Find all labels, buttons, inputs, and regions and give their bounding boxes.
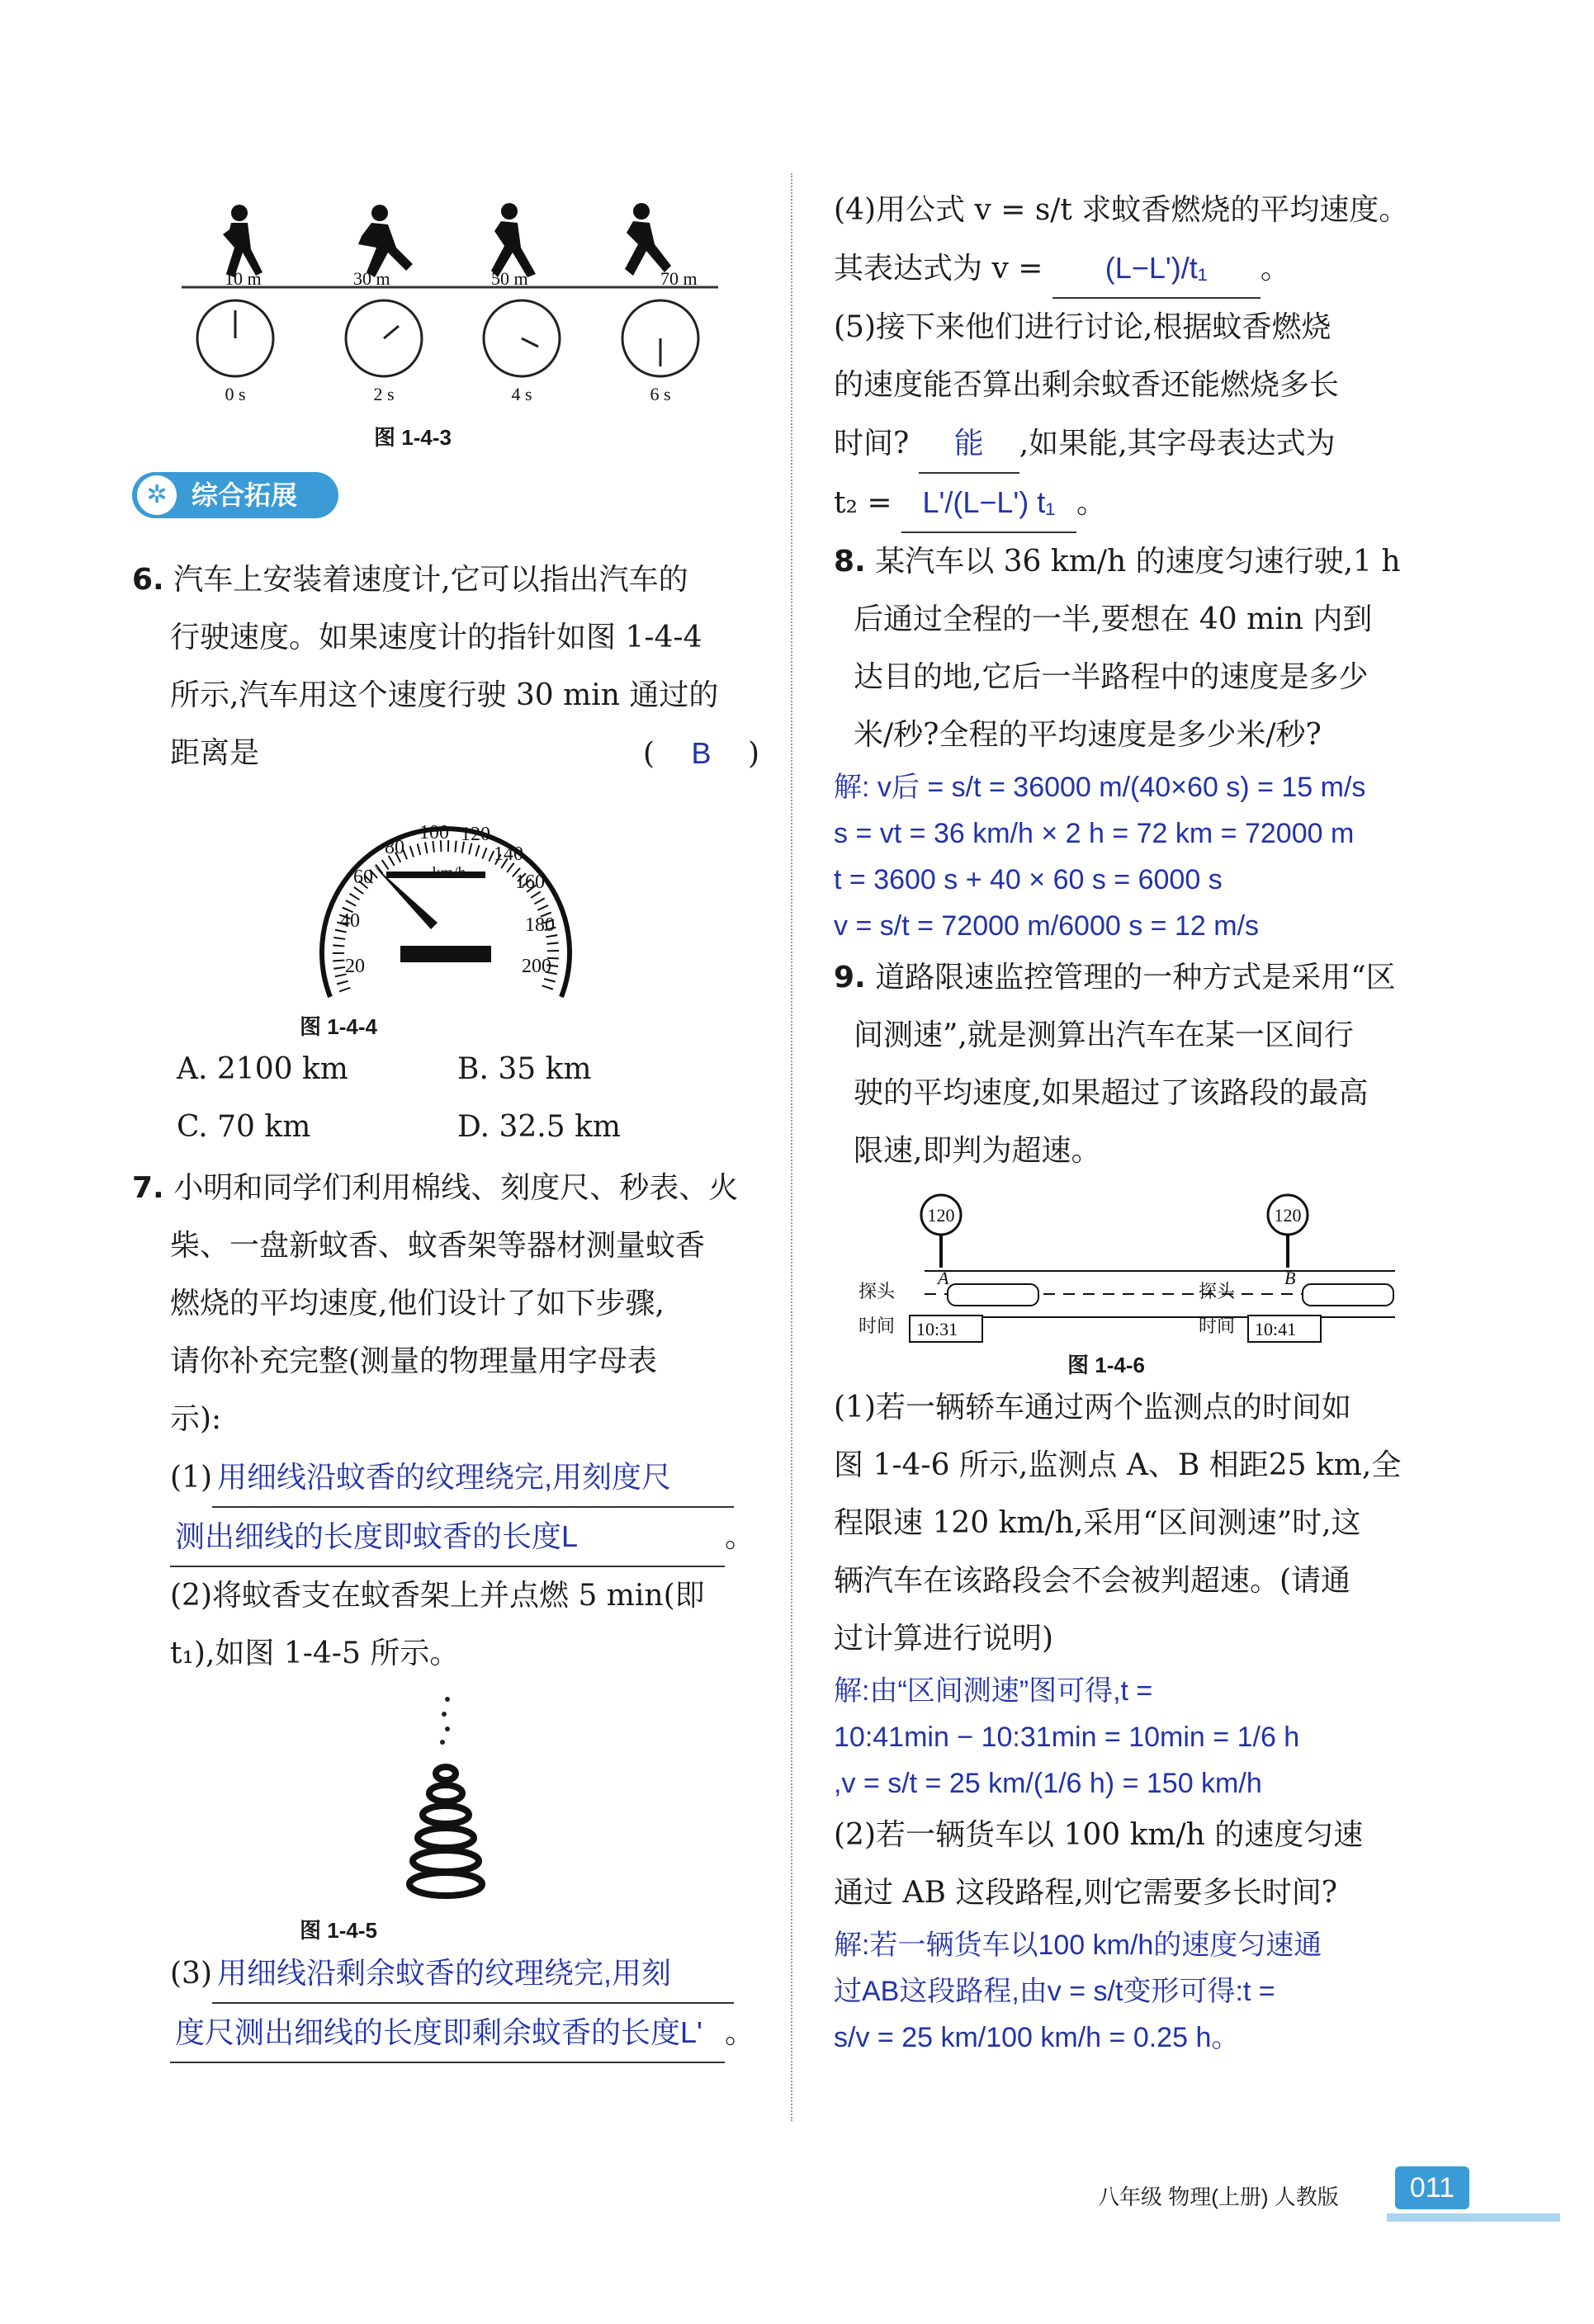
runner-1 — [223, 205, 263, 277]
q6-answer: B — [691, 736, 712, 770]
car-b — [1303, 1284, 1393, 1306]
footer-accent-bar — [1387, 2213, 1560, 2222]
gauge-tick-160: 160 — [515, 872, 545, 893]
q7-line-4: 请你补充完整(测量的物理量用字母表 — [170, 1344, 658, 1378]
q9-part1-line-1: (1)若一辆轿车通过两个监测点的时间如 — [834, 1391, 1351, 1424]
q7-step2-line-1: (2)将蚊香支在蚊香架上并点燃 5 min(即 — [170, 1579, 705, 1613]
time-label-2: 2 s — [373, 384, 395, 404]
time-label-a: 时间 — [858, 1316, 896, 1336]
gauge-tick-180: 180 — [525, 914, 555, 936]
q7-step5-expr-label: t₂ = — [834, 486, 892, 520]
q7-line-5: 示): — [170, 1402, 222, 1436]
q9-part1-solution-2: 10:41min − 10:31min = 10min = 1/6 h — [834, 1722, 1300, 1753]
q6-paren-open: ( — [643, 737, 655, 771]
q7-line-3: 燃烧的平均速度,他们设计了如下步骤, — [170, 1287, 665, 1320]
q8-number: 8. — [834, 545, 866, 579]
q7-step4-line-2: 其表达式为 v = — [834, 252, 1043, 286]
runner-3 — [491, 203, 536, 277]
q8-line-2: 后通过全程的一半,要想在 40 min 内到 — [854, 602, 1373, 636]
gauge-tick-120: 120 — [461, 824, 490, 845]
runner-2 — [358, 205, 413, 277]
right-column — [834, 182, 1469, 2061]
q8-line-1: 某汽车以 36 km/h 的速度匀速行驶,1 h — [875, 545, 1401, 579]
q7-step3-label: (3) — [170, 1957, 212, 1991]
q9-number: 9. — [834, 961, 866, 994]
probe-label-a: 探头 — [858, 1281, 896, 1301]
q8-line-4: 米/秒?全程的平均速度是多少米/秒? — [854, 718, 1322, 752]
q7-step1-answer-1: 用细线沿蚊香的纹理绕完,用刻度尺 — [212, 1448, 734, 1508]
section-icon: ✲ — [137, 475, 177, 515]
time-label-b: 时间 — [1199, 1316, 1236, 1336]
q9-line-1: 道路限速监控管理的一种方式是采用“区 — [875, 961, 1396, 994]
q7-step5-line-2: 的速度能否算出剩余蚊香还能燃烧多长 — [834, 368, 1340, 402]
q8-solution-3: t = 3600 s + 40 × 60 s = 6000 s — [834, 864, 1223, 895]
q6-line-1: 汽车上安装着速度计,它可以指出汽车的 — [173, 563, 688, 597]
interval-speed-figure — [858, 1192, 1403, 1349]
q8-line-3: 达目的地,它后一半路程中的速度是多少 — [854, 660, 1369, 694]
question-6 — [132, 551, 759, 782]
q7-step5-expr: L'/(L−L') t₁ — [901, 474, 1076, 533]
q9-part2-line-2: 通过 AB 这段路程,则它需要多长时间? — [834, 1876, 1338, 1910]
time-label-3: 4 s — [511, 384, 532, 404]
section-title-badge — [132, 472, 338, 518]
gauge-tick-140: 140 — [494, 843, 523, 865]
time-value-b: 10:41 — [1255, 1319, 1297, 1339]
q7-step1-end: 。 — [725, 1520, 755, 1554]
q7-step1-answer-2: 测出细线的长度即蚊香的长度L — [170, 1508, 725, 1567]
figure-caption-1-4-3: 图 1-4-3 — [374, 425, 452, 450]
gauge-tick-40: 40 — [340, 910, 360, 932]
gauge-tick-60: 60 — [353, 867, 373, 888]
gauge-tick-20: 20 — [345, 956, 365, 977]
q7-number: 7. — [132, 1171, 164, 1205]
q6-line-2: 行驶速度。如果速度计的指针如图 1-4-4 — [170, 621, 702, 654]
q6-paren-close: ) — [747, 737, 759, 771]
q6-option-b: B. 35 km — [457, 1052, 592, 1086]
q6-number: 6. — [132, 563, 164, 597]
q6-option-d: D. 32.5 km — [457, 1110, 622, 1144]
figure-1-4-3 — [165, 198, 743, 413]
q9-part1-solution-1: 解:由“区间测速”图可得,t = — [834, 1675, 1153, 1707]
figure-caption-1-4-5: 图 1-4-5 — [300, 1918, 377, 1943]
section-title: 综合拓展 — [192, 480, 298, 510]
q7-step5-line-1: (5)接下来他们进行讨论,根据蚊香燃烧 — [834, 310, 1331, 344]
question-7 — [132, 1160, 759, 2063]
q6-option-a: A. 2100 km — [177, 1052, 348, 1086]
q9-part1-line-4: 辆汽车在该路段会不会被判超速。(请通 — [834, 1564, 1351, 1598]
q7-step4-answer: (L−L')/t₁ — [1052, 239, 1261, 299]
column-divider — [791, 173, 792, 2121]
car-a — [948, 1284, 1038, 1306]
probe-label-b: 探头 — [1199, 1281, 1236, 1301]
speed-sign-b: 120 — [1274, 1205, 1302, 1226]
q7-line-1: 小明和同学们利用棉线、刻度尺、秒表、火 — [173, 1171, 739, 1205]
q7-step5-end: 。 — [1076, 486, 1106, 520]
q9-line-2: 间测速”,就是测算出汽车在某一区间行 — [854, 1018, 1354, 1052]
distance-label-4: 70 m — [660, 268, 698, 289]
q9-part2-line-1: (2)若一辆货车以 100 km/h 的速度匀速 — [834, 1818, 1364, 1852]
q7-step3-end: 。 — [725, 2016, 755, 2050]
runner-4 — [625, 203, 671, 276]
speed-sign-a: 120 — [927, 1205, 955, 1226]
distance-label-1: 10 m — [225, 268, 262, 289]
q7-step3-answer-1: 用细线沿剩余蚊香的纹理绕完,用刻 — [212, 1944, 734, 2004]
q7-line-2: 柴、一盘新蚊香、蚊香架等器材测量蚊香 — [170, 1229, 706, 1263]
q8-solution-4: v = s/t = 72000 m/6000 s = 12 m/s — [834, 910, 1260, 942]
q7-step4-line-1: (4)用公式 v = s/t 求蚊香燃烧的平均速度。 — [834, 193, 1409, 227]
footer-book-info: 八年级 物理(上册) 人教版 — [1098, 2185, 1339, 2209]
speedometer-figure — [314, 799, 578, 1005]
q9-line-3: 驶的平均速度,如果超过了该路段的最高 — [854, 1076, 1369, 1110]
gauge-tick-80: 80 — [385, 837, 404, 858]
q6-line-4: 距离是 — [170, 736, 260, 770]
q7-step2-line-2: t₁),如图 1-4-5 所示。 — [170, 1637, 460, 1670]
gauge-tick-100: 100 — [419, 822, 449, 843]
q9-part1-solution-3: ,v = s/t = 25 km/(1/6 h) = 150 km/h — [834, 1768, 1262, 1799]
time-label-4: 6 s — [650, 384, 671, 404]
q8-solution-1: 解: v后 = s/t = 36000 m/(40×60 s) = 15 m/s — [834, 772, 1366, 803]
distance-label-2: 30 m — [353, 268, 390, 289]
q6-option-c: C. 70 km — [177, 1110, 311, 1144]
q7-step5-rest: ,如果能,其字母表达式为 — [1019, 427, 1336, 461]
q9-part2-solution-2: 过AB这段路程,由v = s/t变形可得:t = — [834, 1976, 1275, 2007]
q9-part1-line-5: 过计算进行说明) — [834, 1622, 1054, 1656]
q8-solution-2: s = vt = 36 km/h × 2 h = 72 km = 72000 m — [834, 818, 1355, 849]
q9-part2-solution-1: 解:若一辆货车以100 km/h的速度匀速通 — [834, 1930, 1322, 1961]
figure-caption-1-4-6: 图 1-4-6 — [1067, 1353, 1145, 1377]
q6-line-3: 所示,汽车用这个速度行驶 30 min 通过的 — [170, 678, 719, 712]
q9-line-4: 限速,即判为超速。 — [854, 1134, 1101, 1168]
q9-part2-solution-3: s/v = 25 km/100 km/h = 0.25 h。 — [834, 2022, 1240, 2053]
question-8 — [834, 533, 1469, 949]
q7-step1-label: (1) — [170, 1461, 212, 1495]
q9-part1-line-2: 图 1-4-6 所示,监测点 A、B 相距25 km,全 — [834, 1448, 1402, 1482]
left-column — [132, 551, 759, 2063]
q7-step5-answer: 能 — [919, 414, 1019, 474]
point-b-label: B — [1284, 1268, 1296, 1288]
question-9 — [834, 949, 1469, 2061]
page-number: 011 — [1395, 2166, 1469, 2209]
q9-part1-line-3: 程限速 120 km/h,采用“区间测速”时,这 — [834, 1506, 1361, 1540]
figure-caption-1-4-4: 图 1-4-4 — [300, 1014, 377, 1039]
point-a-label: A — [938, 1268, 949, 1288]
time-label-1: 0 s — [225, 384, 246, 404]
time-value-a: 10:31 — [916, 1319, 958, 1339]
gauge-tick-200: 200 — [522, 956, 551, 977]
distance-label-3: 50 m — [491, 268, 528, 289]
q7-step4-end: 。 — [1260, 252, 1290, 286]
q7-step5-line-3: 时间? — [834, 427, 910, 461]
mosquito-coil-figure — [396, 1691, 495, 1914]
q7-step3-answer-2: 度尺测出细线的长度即剩余蚊香的长度L' — [170, 2004, 725, 2063]
